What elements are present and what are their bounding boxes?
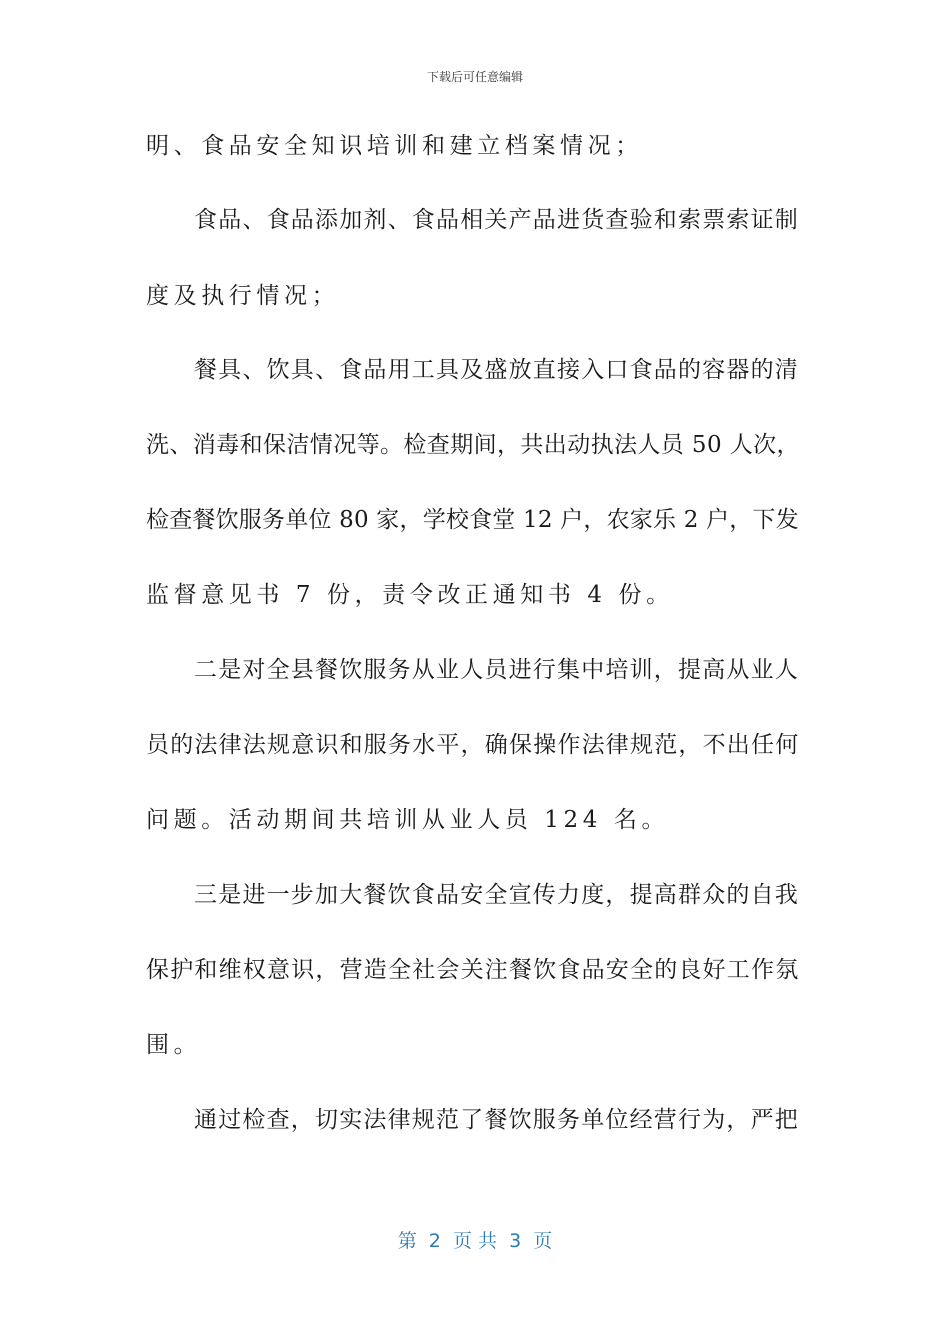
body-line-9: 员的法律法规意识和服务水平，确保操作法律规范，不出任何 [146, 732, 800, 758]
body-line-11: 三是进一步加大餐饮食品安全宣传力度，提高群众的自我 [194, 882, 799, 908]
body-line-7: 监督意见书 7 份，责令改正通知书 4 份。 [146, 582, 674, 608]
body-line-5: 洗、消毒和保洁情况等。检查期间，共出动执法人员 50 人次， [146, 432, 800, 458]
body-line-14: 通过检查，切实法律规范了餐饮服务单位经营行为，严把 [194, 1107, 799, 1133]
body-line-13: 围。 [146, 1032, 202, 1058]
body-line-12: 保护和维权意识，营造全社会关注餐饮食品安全的良好工作氛 [146, 957, 800, 983]
page-footer: 第 2 页 共 3 页 [397, 1230, 553, 1252]
page-header: 下载后可任意编辑 [426, 70, 523, 84]
body-line-6: 检查餐饮服务单位 80 家，学校食堂 12 户，农家乐 2 户，下发 [146, 507, 799, 533]
body-line-2: 食品、食品添加剂、食品相关产品进货查验和索票索证制 [194, 207, 799, 233]
body-line-4: 餐具、饮具、食品用工具及盛放直接入口食品的容器的清 [194, 357, 799, 383]
body-line-8: 二是对全县餐饮服务从业人员进行集中培训，提高从业人 [194, 657, 799, 683]
body-line-10: 问题。活动期间共培训从业人员 124 名。 [146, 807, 670, 833]
body-line-1: 明、食品安全知识培训和建立档案情况； [146, 133, 643, 159]
body-line-3: 度及执行情况； [146, 283, 340, 309]
